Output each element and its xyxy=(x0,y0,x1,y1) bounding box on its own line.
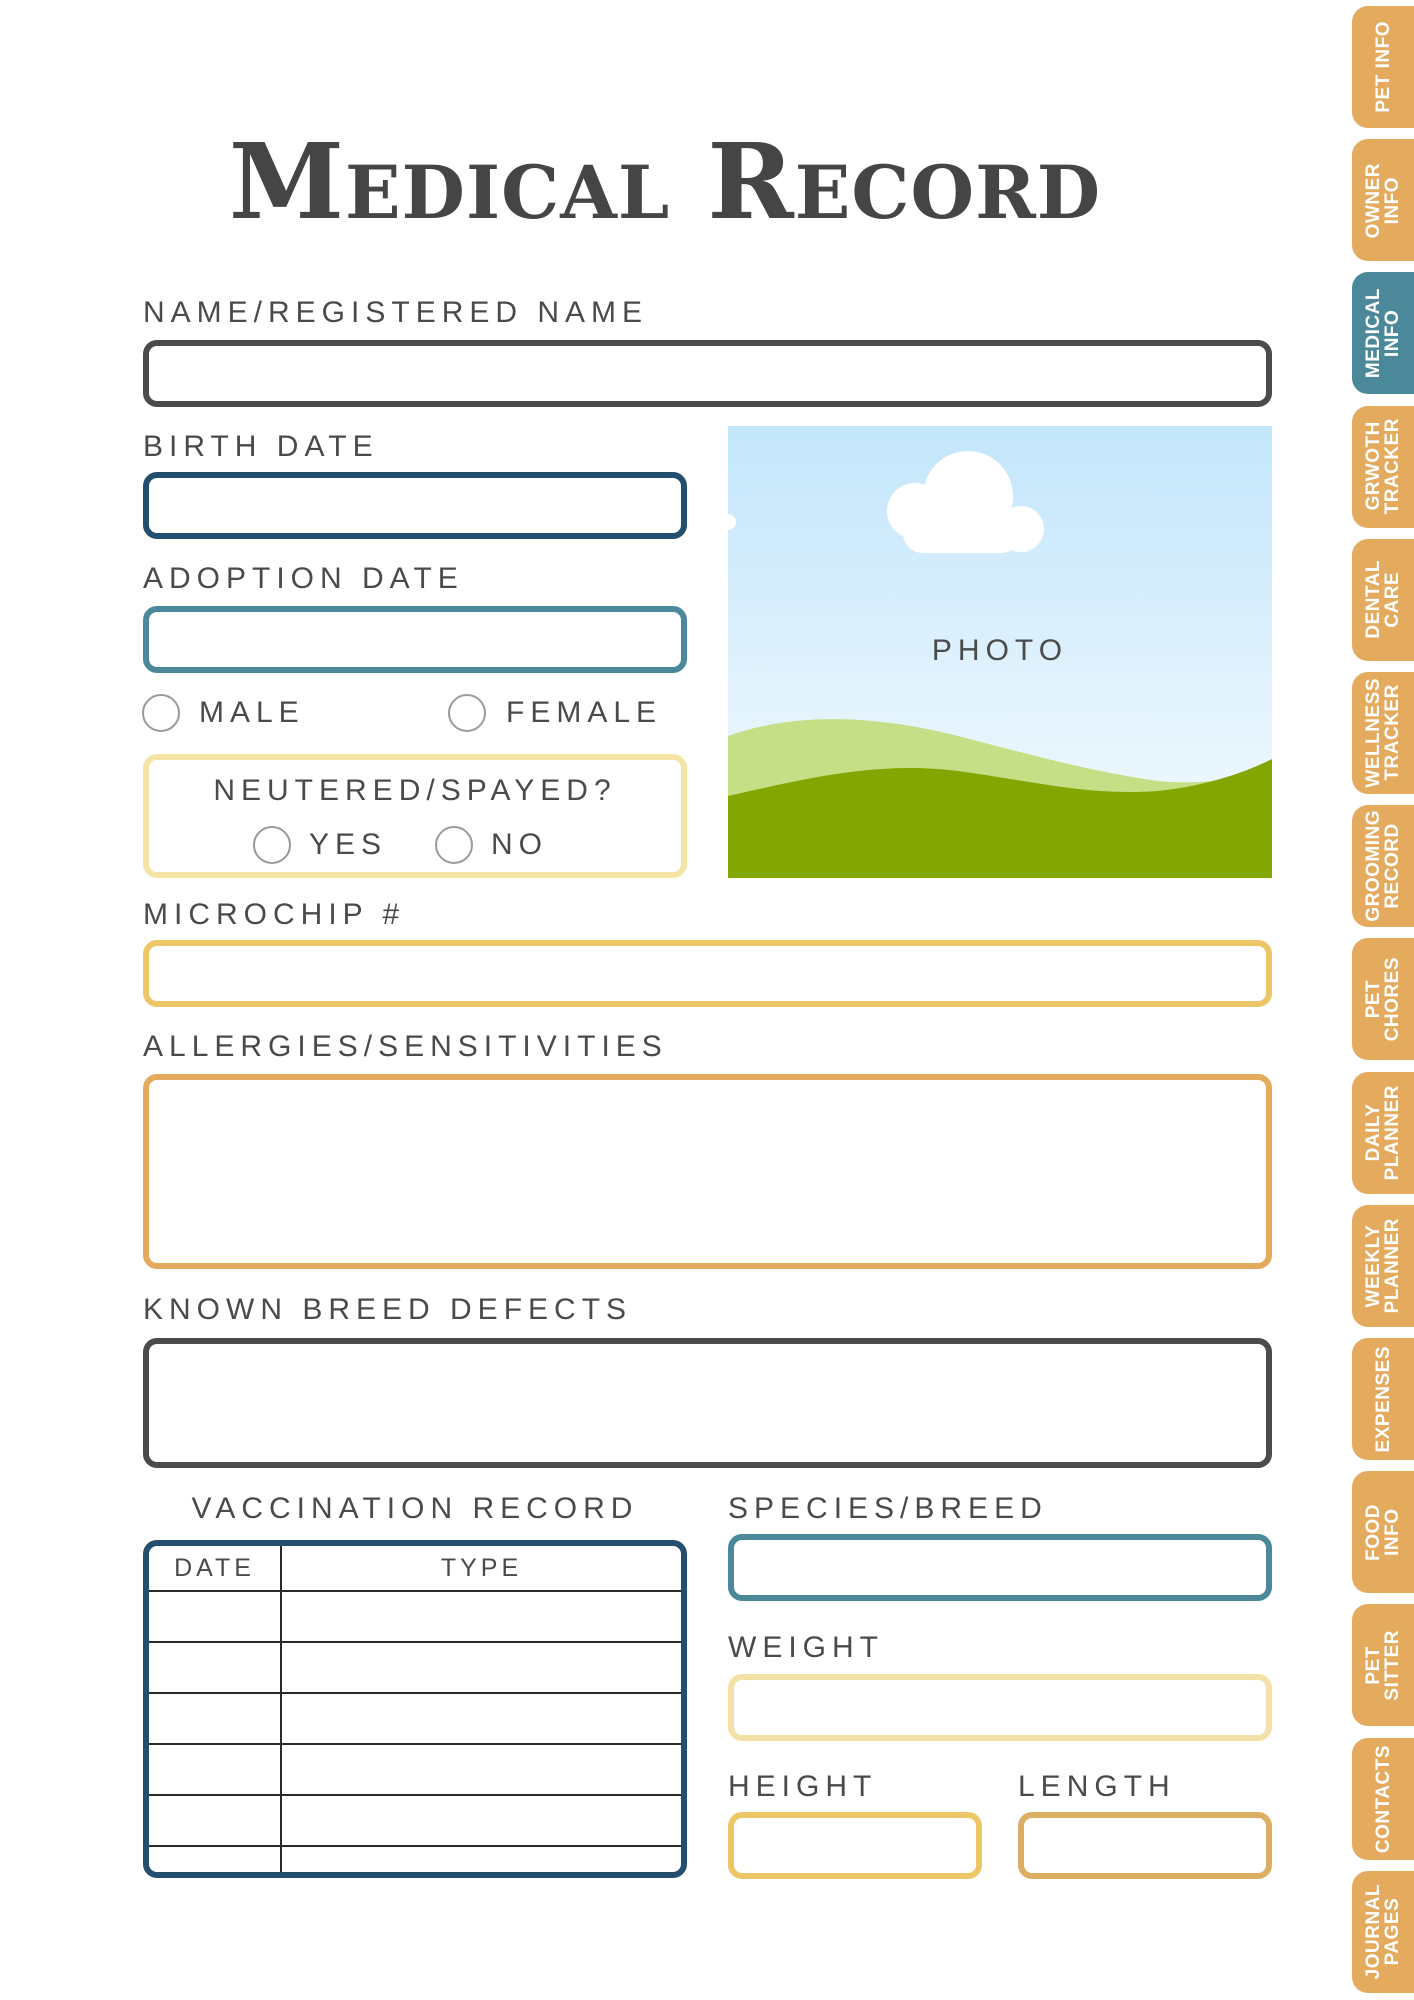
yes-label: YES xyxy=(309,828,388,861)
table-row xyxy=(149,1693,681,1744)
vaccination-label: VACCINATION RECORD xyxy=(191,1492,639,1525)
photo-label: PHOTO xyxy=(931,634,1069,667)
tab-label: GRWOTH TRACKER xyxy=(1363,418,1403,515)
tab-journal-pages[interactable] xyxy=(1352,1871,1414,1993)
length-field[interactable] xyxy=(1018,1812,1272,1879)
type-cell[interactable] xyxy=(281,1795,681,1846)
tab-pet-chores[interactable] xyxy=(1352,938,1414,1060)
birth-date-field[interactable] xyxy=(143,472,687,539)
tab-label: PET CHORES xyxy=(1363,957,1403,1042)
tab-pet-sitter[interactable] xyxy=(1352,1604,1414,1726)
tab-label: DENTAL CARE xyxy=(1363,560,1403,640)
type-cell[interactable] xyxy=(281,1744,681,1795)
breed-defects-field[interactable] xyxy=(143,1338,1272,1468)
type-cell[interactable] xyxy=(281,1642,681,1693)
table-row xyxy=(149,1591,681,1642)
type-cell[interactable] xyxy=(281,1591,681,1642)
table-row xyxy=(149,1744,681,1795)
female-radio[interactable] xyxy=(448,694,486,732)
height-field[interactable] xyxy=(728,1812,982,1879)
date-cell[interactable] xyxy=(149,1795,281,1846)
table-row xyxy=(149,1846,681,1872)
date-cell[interactable] xyxy=(149,1846,281,1872)
tab-food-info[interactable] xyxy=(1352,1471,1414,1593)
type-cell[interactable] xyxy=(281,1846,681,1872)
tab-label: DAILY PLANNER xyxy=(1363,1084,1403,1181)
adoption-date-field[interactable] xyxy=(143,606,687,673)
weight-label: WEIGHT xyxy=(728,1631,884,1664)
tab-label: PET SITTER xyxy=(1363,1630,1403,1701)
female-label: FEMALE xyxy=(506,696,663,729)
length-label: LENGTH xyxy=(1018,1770,1176,1803)
tab-contacts[interactable] xyxy=(1352,1738,1414,1860)
vaccination-table xyxy=(143,1540,687,1878)
date-cell[interactable] xyxy=(149,1591,281,1642)
type-column-header: TYPE xyxy=(281,1546,681,1591)
type-cell[interactable] xyxy=(281,1693,681,1744)
date-cell[interactable] xyxy=(149,1642,281,1693)
microchip-field[interactable] xyxy=(143,940,1272,1007)
tab-label: FOOD INFO xyxy=(1363,1503,1403,1561)
date-cell[interactable] xyxy=(149,1693,281,1744)
breed-defects-label: KNOWN BREED DEFECTS xyxy=(143,1293,633,1326)
height-label: HEIGHT xyxy=(728,1770,878,1803)
no-label: NO xyxy=(491,828,548,861)
tab-daily-planner[interactable] xyxy=(1352,1072,1414,1194)
tab-label: WEEKLY PLANNER xyxy=(1363,1218,1403,1314)
page-title: Medical Record xyxy=(228,120,1102,243)
tab-label: MEDICAL INFO xyxy=(1363,288,1403,379)
name-field[interactable] xyxy=(143,340,1272,407)
allergies-field[interactable] xyxy=(143,1074,1272,1269)
tab-owner-info[interactable] xyxy=(1352,139,1414,261)
table-row xyxy=(149,1642,681,1693)
tab-grooming-record[interactable] xyxy=(1352,805,1414,927)
tab-label: OWNER INFO xyxy=(1363,162,1403,238)
adoption-date-label: ADOPTION DATE xyxy=(143,562,464,595)
tab-pet-info[interactable] xyxy=(1352,6,1414,128)
date-column-header: DATE xyxy=(149,1546,281,1591)
male-label: MALE xyxy=(199,696,305,729)
species-field[interactable] xyxy=(728,1534,1272,1601)
weight-field[interactable] xyxy=(728,1674,1272,1741)
male-radio[interactable] xyxy=(142,694,180,732)
tab-label: PET INFO xyxy=(1372,21,1394,113)
tab-wellness-tracker[interactable] xyxy=(1352,672,1414,794)
birth-date-label: BIRTH DATE xyxy=(143,430,379,463)
photo-placeholder[interactable] xyxy=(728,426,1272,878)
tab-expenses[interactable] xyxy=(1352,1338,1414,1460)
table-row xyxy=(149,1795,681,1846)
tab-weekly-planner[interactable] xyxy=(1352,1205,1414,1327)
tab-label: WELLNESS TRACKER xyxy=(1363,678,1403,788)
tab-grwoth-tracker[interactable] xyxy=(1352,406,1414,528)
tab-label: GROOMING RECORD xyxy=(1363,810,1403,923)
tab-dental-care[interactable] xyxy=(1352,539,1414,661)
neutered-box xyxy=(143,754,687,878)
no-radio[interactable] xyxy=(435,826,473,864)
allergies-label: ALLERGIES/SENSITIVITIES xyxy=(143,1030,668,1063)
microchip-label: MICROCHIP # xyxy=(143,898,406,931)
name-label: NAME/REGISTERED NAME xyxy=(143,296,649,329)
tab-medical-info[interactable] xyxy=(1352,272,1414,394)
date-cell[interactable] xyxy=(149,1744,281,1795)
tab-label: EXPENSES xyxy=(1372,1345,1394,1453)
species-label: SPECIES/BREED xyxy=(728,1492,1048,1525)
neutered-label: NEUTERED/SPAYED? xyxy=(213,774,617,807)
yes-radio[interactable] xyxy=(253,826,291,864)
tab-label: JOURNAL PAGES xyxy=(1363,1884,1403,1980)
tab-label: CONTACTS xyxy=(1372,1744,1394,1853)
